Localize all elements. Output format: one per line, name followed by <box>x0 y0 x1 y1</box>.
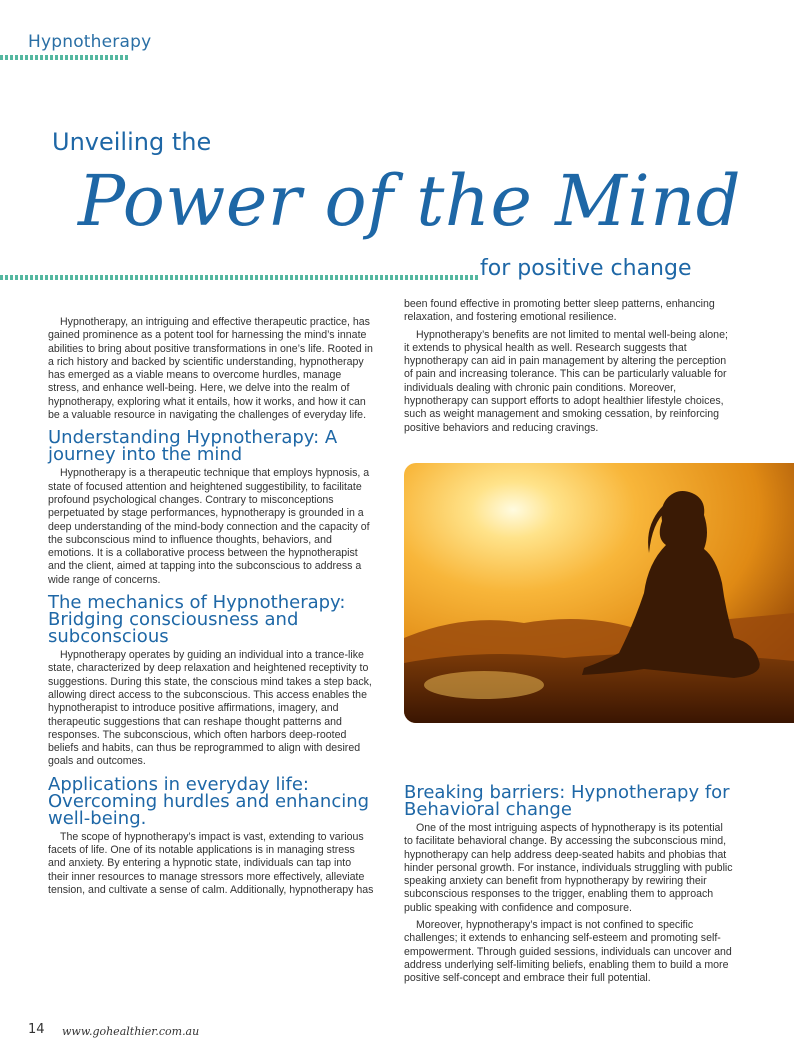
title-lead: Unveiling the <box>52 128 212 156</box>
title-rule <box>0 275 478 280</box>
footer-url[interactable]: www.gohealthier.com.au <box>62 1025 200 1038</box>
body-mechanics: Hypnotherapy operates by guiding an individual into a trance-like state, characterized by deep relaxation and heightened receptivity to suggestions. During this state, the conscious mind takes a step back, allowing direct access to the subconscious. This access enables the hypnotherapist to introduce positive affirmations, imagery, and therapeutic suggestions that can reshape thought patterns and responses. The subconscious, which often harbors deep-rooted beliefs and habits, can thus be reprogrammed to align with desired goals and outcomes. <box>48 649 372 768</box>
section-tag: Hypnotherapy <box>28 32 152 52</box>
heading-understanding: Understanding Hypnotherapy: A journey into the mind <box>48 427 338 466</box>
intro-paragraph: Hypnotherapy, an intriguing and effective therapeutic practice, has gained prominence as a potent tool for harnessing the mind’s innate abilities to bring about positive transformations in one’s life. Rooted in a rich history and backed by scientific understanding, hypnotherapy has emerged as a viable means to overcome hurdles, manage stress, and enhance well-being. Here, we delve into the realm of hypnotherapy, exploring what it entails, how it works, and how it can be a valuable resource in navigating the challenges of everyday life. <box>48 316 373 422</box>
page-number: 14 <box>28 1022 45 1037</box>
right-column-bottom <box>404 784 734 990</box>
heading-mechanics: The mechanics of Hypnotherapy: Bridging consciousness and subconscious <box>48 592 346 648</box>
page-title: Power of the Mind <box>78 160 742 242</box>
left-column <box>48 316 374 901</box>
title-subtitle: for positive change <box>480 256 692 281</box>
body-applications: The scope of hypnotherapy’s impact is vast, extending to various facets of life. One of its notable applications is in managing stress and anxiety. By entering a hypnotic state, individuals can tap into their inner resources to manage stressors more effectively, alleviate tension, and cultivate a sense of calm. Additionally, hypnotherapy has <box>48 830 374 896</box>
body-barriers-1: One of the most intriguing aspects of hypnotherapy is its potential to facilitate behavioral change. By accessing the subconscious mind, hypnotherapy can help address deep-seated habits and phobias that hinder personal growth. For instance, individuals struggling with public speaking anxiety can benefit from hypnotherapy by rewiring their subconscious responses to the trigger, enabling them to approach public speaking with confidence and composure. <box>404 822 733 914</box>
body-benefits: Hypnotherapy’s benefits are not limited to mental well-being alone; it extends to physical health as well. Research suggests that hypnotherapy can aid in pain management by altering the perception of pain and increasing tolerance. This can be particularly valuable for individuals dealing with chronic pain conditions. Moreover, hypnotherapy can support efforts to adopt healthier lifestyle choices, such as weight management and smoking cessation, by reinforcing positive behaviors and reducing cravings. <box>404 328 728 434</box>
body-understanding: Hypnotherapy is a therapeutic technique that employs hypnosis, a state of focused attention and heightened suggestibility, to facilitate profound psychological changes. Contrary to misconceptions perpetuated by stage performances, hypnotherapy is grounded in a deep understanding of the mind-body connection and the capacity of the subconscious mind to influence thoughts, behaviors, and emotions. It is a collaborative process between the hypnotherapist and the client, aimed at tapping into the subconscious to address a wide range of concerns. <box>48 467 370 586</box>
body-barriers-2: Moreover, hypnotherapy’s impact is not confined to specific challenges; it extends to enhancing self-esteem and promoting self-empowerment. Through guided sessions, individuals can uncover and address underlying self-limiting beliefs, enabling them to build a more positive self-concept and embrace their full potential. <box>404 919 732 985</box>
body-continued: been found effective in promoting better sleep patterns, enhancing relaxation, and fostering emotional resilience. <box>404 298 715 324</box>
heading-applications: Applications in everyday life: Overcoming hurdles and enhancing well-being. <box>48 773 370 829</box>
section-tag-rule <box>0 55 130 60</box>
right-column-top <box>404 298 734 439</box>
heading-barriers: Breaking barriers: Hypnotherapy for Behavioral change <box>404 782 730 820</box>
meditation-photo <box>404 463 794 723</box>
